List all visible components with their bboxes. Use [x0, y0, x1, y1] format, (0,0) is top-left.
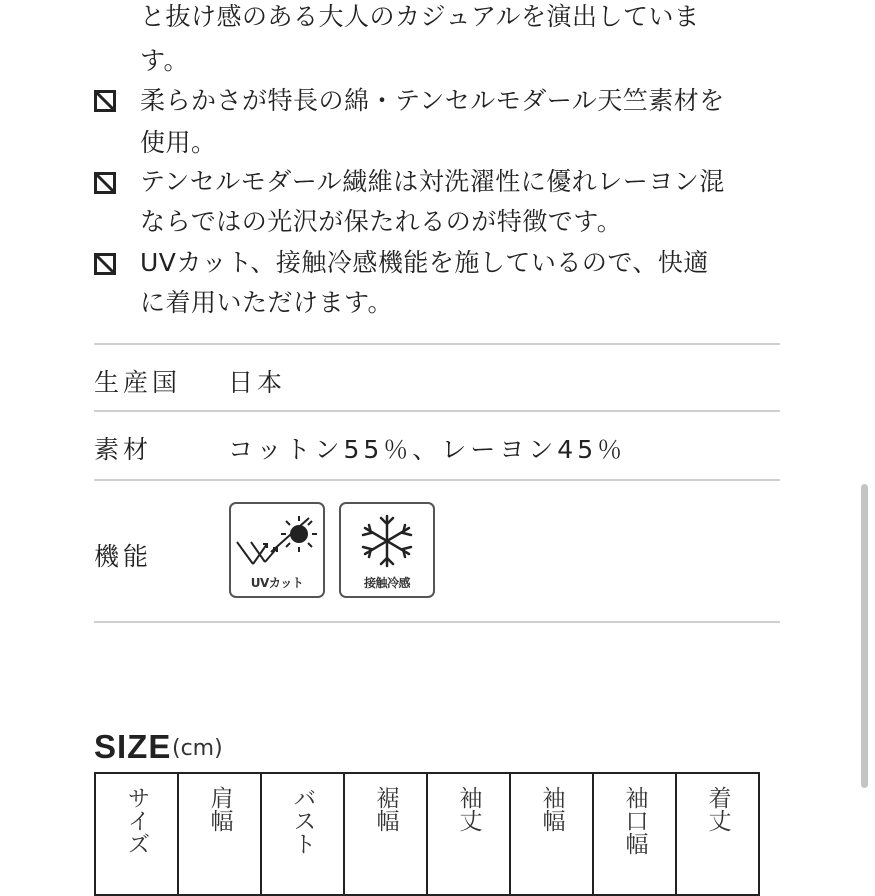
material-label: 素材 [94, 435, 153, 464]
size-header-label: 肩幅 [206, 786, 233, 832]
uv-cut-badge [229, 502, 325, 598]
size-header-label: 着丈 [704, 786, 731, 832]
intro-text-line-2: す。 [140, 46, 190, 75]
size-header-cell [261, 773, 344, 895]
size-header-label: 裾幅 [372, 786, 399, 832]
scrollbar-thumb[interactable] [861, 484, 868, 788]
bullet-3-line-2: に着用いただけます。 [140, 288, 394, 317]
size-header-cell [593, 773, 676, 895]
size-header-label: バスト [289, 786, 316, 855]
bullet-1-line-2: 使用。 [140, 128, 217, 157]
checkbox-crossed-icon [94, 172, 116, 194]
bullet-2-line-1: テンセルモダール繊維は対洗濯性に優れレーヨン混 [140, 167, 725, 196]
size-header-cell [676, 773, 759, 895]
size-header-cell [427, 773, 510, 895]
checkbox-crossed-icon [94, 253, 116, 275]
bullet-3-line-1: UVカット、接触冷感機能を施しているので、快適 [140, 248, 709, 277]
function-label: 機能 [94, 542, 153, 571]
material-value: コットン55％、レーヨン45％ [228, 435, 627, 464]
cool-touch-label: 接触冷感 [363, 576, 410, 590]
divider [94, 410, 780, 412]
intro-text-line-1: と抜け感のある大人のカジュアルを演出していま [140, 2, 700, 31]
size-table [94, 772, 760, 896]
size-header-label: サイズ [123, 786, 150, 855]
size-header-label: 袖幅 [538, 786, 565, 832]
size-header-cell [344, 773, 427, 895]
size-header-cell [95, 773, 178, 895]
bullet-2-line-2: ならではの光沢が保たれるのが特徴です。 [140, 207, 623, 236]
cool-touch-badge [339, 502, 435, 598]
size-header-cell [178, 773, 261, 895]
size-title: SIZE [94, 728, 172, 765]
bullet-1-line-1: 柔らかさが特長の綿・テンセルモダール天竺素材を [140, 86, 725, 115]
divider [94, 343, 780, 345]
uv-cut-icon [231, 504, 323, 574]
size-header-cell [510, 773, 593, 895]
divider [94, 621, 780, 623]
size-unit: (cm) [172, 736, 223, 761]
size-header-label: 袖丈 [455, 786, 482, 832]
checkbox-crossed-icon [94, 90, 116, 112]
origin-value: 日本 [228, 368, 287, 397]
uv-cut-label: UVカット [250, 576, 304, 590]
size-table-header-row [95, 773, 759, 895]
divider [94, 479, 780, 481]
size-header-label: 袖口幅 [621, 786, 648, 855]
origin-label: 生産国 [94, 368, 182, 397]
cool-touch-snowflake-icon [341, 504, 433, 574]
